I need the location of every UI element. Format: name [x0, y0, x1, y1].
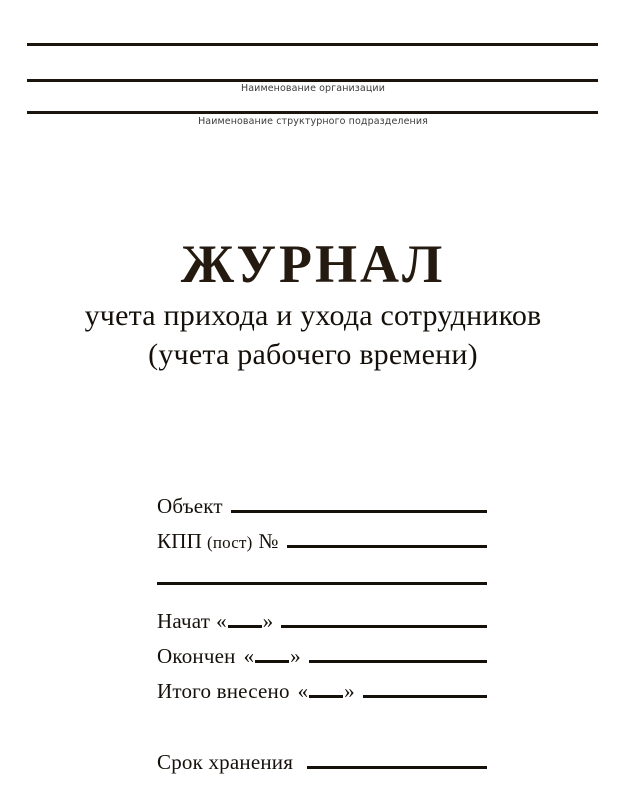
storage-period-input-line[interactable]: [307, 766, 487, 769]
form-spacer-lower: [157, 714, 487, 750]
object-label: Объект: [157, 494, 223, 518]
started-label: Начат: [157, 609, 211, 633]
form-spacer-mid: [157, 585, 487, 609]
finished-date-input-line[interactable]: [309, 660, 487, 663]
object-input-line[interactable]: [231, 510, 487, 513]
header-rule-organization: [27, 79, 598, 82]
finished-quote-open: «: [243, 644, 255, 668]
checkpoint-label-paren: (пост): [206, 533, 253, 552]
field-row-object: [157, 494, 487, 529]
total-entered-input-line[interactable]: [363, 695, 487, 698]
total-entered-quote-close: »: [344, 679, 355, 703]
field-row-finished: [157, 644, 487, 679]
page-title: ЖУРНАЛ: [180, 234, 446, 294]
field-row-started: [157, 609, 487, 644]
field-row-storage-period: [157, 750, 487, 785]
field-row-checkpoint: [157, 529, 487, 564]
caption-organization: Наименование организации: [241, 83, 385, 94]
checkpoint-input-line[interactable]: [287, 545, 487, 548]
total-entered-quote-open: «: [297, 679, 309, 703]
finished-day-input-line[interactable]: [255, 660, 289, 663]
started-quote-open: «: [216, 609, 227, 633]
started-date-input-line[interactable]: [281, 625, 487, 628]
title-block: [0, 236, 626, 373]
finished-quote-close: »: [290, 644, 301, 668]
finished-label: Окончен: [157, 644, 236, 668]
checkpoint-label-text: КПП: [157, 529, 202, 553]
caption-department: Наименование структурного подразделения: [198, 116, 428, 127]
started-quote-close: »: [262, 609, 274, 633]
page-subtitle-line2: (учета рабочего времени): [148, 337, 478, 371]
form-fields-area: [157, 494, 487, 785]
total-entered-label: Итого внесено: [157, 679, 290, 703]
checkpoint-numero-symbol: №: [258, 529, 279, 553]
started-day-input-line[interactable]: [228, 625, 262, 628]
total-entered-count-input-line[interactable]: [309, 695, 343, 698]
storage-period-label: Срок хранения: [157, 750, 294, 774]
page-subtitle-line1: учета прихода и ухода сотрудников: [84, 299, 542, 333]
field-row-total-entered: [157, 679, 487, 714]
header-rule-department: [27, 111, 598, 114]
checkpoint-label: [157, 529, 279, 554]
form-spacer-upper: [157, 564, 487, 582]
header-rule-top: [27, 43, 598, 46]
